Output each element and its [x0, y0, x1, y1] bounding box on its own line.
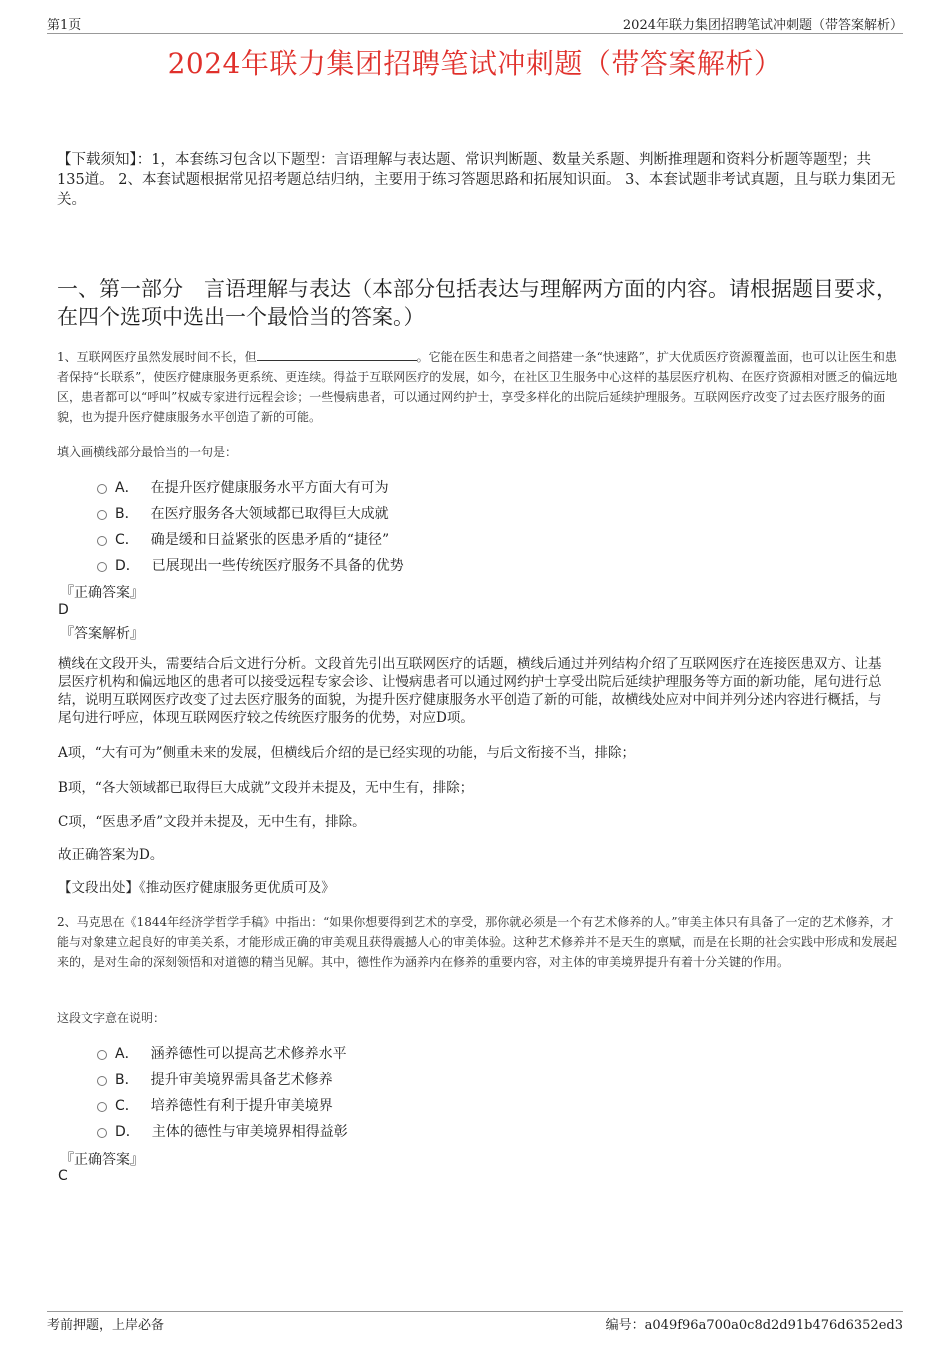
option-letter: D．: [115, 1124, 140, 1140]
radio-icon[interactable]: [97, 536, 107, 546]
question-2-prompt: 这段文字意在说明：: [57, 1011, 166, 1025]
option-text: 主体的德性与审美境界相得益彰: [151, 1124, 348, 1140]
radio-icon[interactable]: [97, 510, 107, 520]
option-text: 培养德性有利于提升审美境界: [150, 1098, 333, 1114]
fill-blank: [257, 348, 417, 361]
option-letter: B．: [115, 506, 139, 522]
section-heading: 一、第一部分 言语理解与表达（本部分包括表达与理解两方面的内容。请根据题目要求，在四个选项中选出一个最恰当的答案。）: [57, 277, 897, 329]
option-text: 确是缓和日益紧张的医患矛盾的“捷径”: [150, 532, 390, 548]
question-1-text-before: 1、互联网医疗虽然发展时间不长，但: [57, 350, 257, 364]
question-1-answer-tag: 『正确答案』: [60, 585, 144, 601]
option-text: 已展现出一些传统医疗服务不具备的优势: [151, 558, 404, 574]
radio-icon[interactable]: [97, 484, 107, 494]
footer-slogan: 考前押题，上岸必备: [47, 1318, 165, 1333]
analysis-option-a: A项，“大有可为”侧重未来的发展，但横线后介绍的是已经实现的功能，与后文衔接不当，排除；: [58, 745, 636, 761]
option-text: 在医疗服务各大领域都已取得巨大成就: [150, 506, 389, 522]
header-divider: [47, 33, 903, 34]
question-1-option-c[interactable]: [97, 529, 389, 549]
page-number: 第1页: [47, 18, 82, 33]
question-2-text: 2、马克思在《1844年经济学哲学手稿》中指出：“如果你想要得到艺术的享受，那你就必须是一个有艺术修养的人。”审美主体只有具备了一定的艺术修养，才能与对象建立起良好的审美关系，才能形成正确的审美观且获得震撼人心的审美体验。这种艺术修养并不是天生的禀赋，而是在长期的社会实践中形成和发展起来的，是对生命的深刻领悟和对道德的精当见解。其中，德性作为涵养内在修养的重要内容，对主体的审美境界提升有着十分关键的作用。: [57, 915, 898, 969]
radio-icon[interactable]: [97, 1102, 107, 1112]
question-1-text: [57, 347, 899, 427]
option-letter: B．: [115, 1072, 139, 1088]
option-letter: A．: [115, 1046, 139, 1062]
question-1-analysis-tag: 『答案解析』: [60, 626, 144, 642]
question-1-option-a[interactable]: [97, 477, 389, 497]
question-2-option-a[interactable]: [97, 1043, 347, 1063]
analysis-option-b: B项，“各大领域都已取得巨大成就”文段并未提及，无中生有，排除；: [58, 780, 474, 796]
question-2-option-b[interactable]: [97, 1069, 333, 1089]
analysis-conclusion: 故正确答案为D。: [58, 847, 164, 863]
question-2-answer-tag: 『正确答案』: [60, 1152, 144, 1168]
question-1-answer: D: [58, 602, 69, 618]
header-doc-title: 2024年联力集团招聘笔试冲刺题（带答案解析）: [622, 18, 903, 33]
question-1-text-after: 。它能在医生和患者之间搭建一条“快速路”，扩大优质医疗资源覆盖面，也可以让医生和患者保持“长联系”，使医疗健康服务更系统、更连续。得益于互联网医疗的发展，如今，在社区卫生服务中心这样的基层医疗机构、在医疗资源相对匮乏的偏远地区，患者都可以“呼叫”权威专家进行远程会诊；一些慢病患者，可以通过网约护士，享受多样化的出院后延续护理服务。互联网医疗改变了过去医疗服务的面貌，也为提升医疗健康服务水平创造了新的可能。: [57, 350, 898, 424]
footer-serial: 编号：a049f96a700a0c8d2d91b476d6352ed3: [605, 1318, 903, 1333]
option-text: 在提升医疗健康服务水平方面大有可为: [150, 480, 389, 496]
analysis-source: 【文段出处】《推动医疗健康服务更优质可及》: [58, 880, 335, 896]
question-2-answer: C: [58, 1168, 68, 1184]
radio-icon[interactable]: [97, 562, 107, 572]
question-1-prompt: 填入画横线部分最恰当的一句是：: [57, 445, 238, 459]
option-text: 提升审美境界需具备艺术修养: [150, 1072, 333, 1088]
download-notice: 【下载须知】：1，本套练习包含以下题型：言语理解与表达题、常识判断题、数量关系题、判断推理题和资料分析题等题型；共135道。 2、本套试题根据常见招考题总结归纳，主要用于练习答题思路和拓展知识面。 3、本套试题非考试真题，且与联力集团无关。: [57, 152, 896, 208]
option-letter: D．: [115, 558, 140, 574]
footer-divider: [47, 1311, 903, 1312]
question-2-option-d[interactable]: [97, 1121, 348, 1141]
page-title: 2024年联力集团招聘笔试冲刺题（带答案解析）: [167, 47, 783, 80]
question-1-option-b[interactable]: [97, 503, 389, 523]
radio-icon[interactable]: [97, 1050, 107, 1060]
option-text: 涵养德性可以提高艺术修养水平: [150, 1046, 347, 1062]
radio-icon[interactable]: [97, 1076, 107, 1086]
question-1-option-d[interactable]: [97, 555, 404, 575]
radio-icon[interactable]: [97, 1128, 107, 1138]
option-letter: A．: [115, 480, 139, 496]
option-letter: C．: [115, 532, 139, 548]
question-2-option-c[interactable]: [97, 1095, 333, 1115]
analysis-option-c: C项，“医患矛盾”文段并未提及，无中生有，排除。: [58, 814, 366, 830]
analysis-paragraph: 横线在文段开头，需要结合后文进行分析。文段首先引出互联网医疗的话题，横线后通过并列结构介绍了互联网医疗在连接医患双方、让基层医疗机构和偏远地区的患者可以接受远程专家会诊、让慢病患者可以通过网约护士享受出院后延续护理服务等方面的新功能，尾句进行总结，说明互联网医疗改变了过去医疗服务的面貌，为提升医疗健康服务水平创造了新的可能，故横线处应对中间并列分述内容进行概括，与尾句进行呼应，体现互联网医疗较之传统医疗服务的优势，对应D项。: [58, 656, 882, 726]
option-letter: C．: [115, 1098, 139, 1114]
